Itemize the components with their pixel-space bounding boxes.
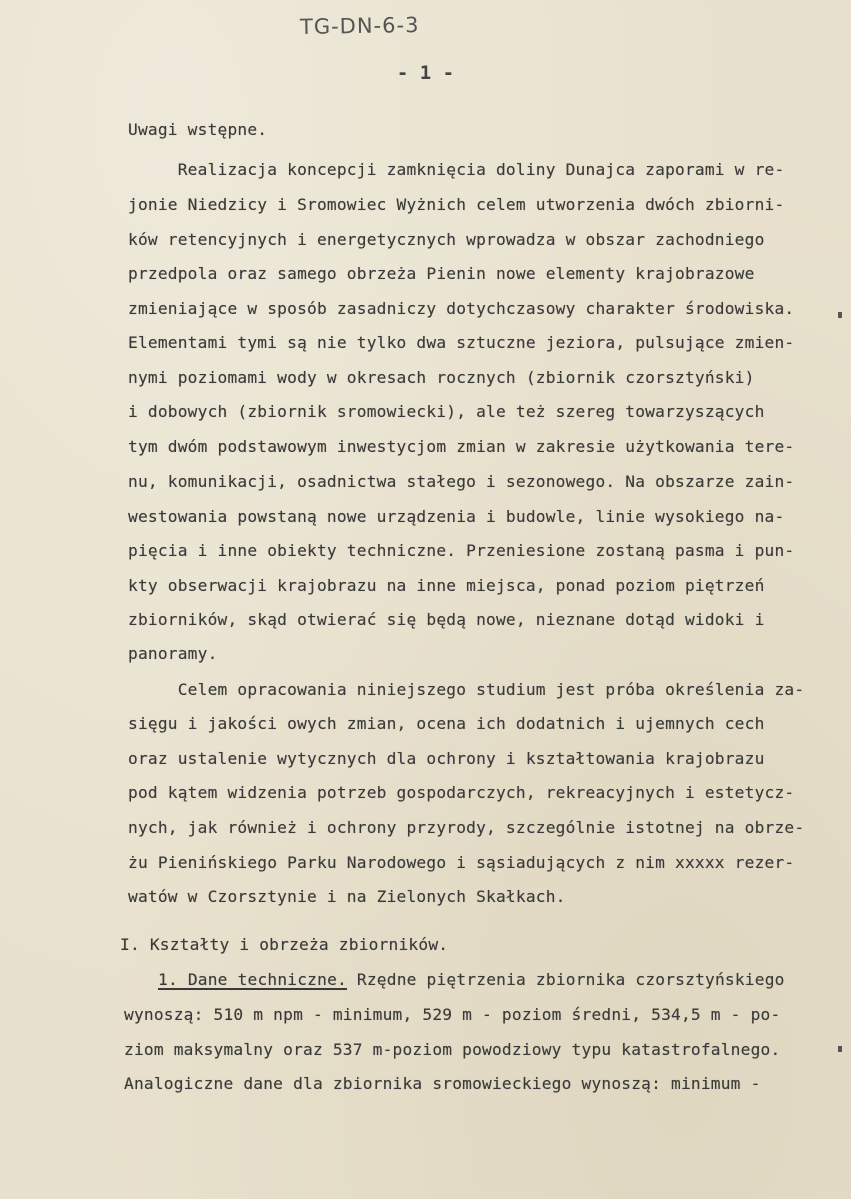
body-line: kty obserwacji krajobrazu na inne miejsca, ponad poziom piętrzeń [128,576,765,595]
body-line: Elementami tymi są nie tylko dwa sztuczne jeziora, pulsujące zmien- [128,333,795,352]
subsection-text: Rzędne piętrzenia zbiornika czorsztyńskiego [346,970,785,989]
body-line: nych, jak również i ochrony przyrody, szczególnie istotnej na obrze- [128,818,805,837]
body-line: wynoszą: 510 m npm - minimum, 529 m - poziom średni, 534,5 m - po- [124,1005,781,1024]
body-line: Celem opracowania niniejszego studium jest próba określenia za- [128,680,805,699]
body-line: Analogiczne dane dla zbiornika sromowieckiego wynoszą: minimum - [124,1074,761,1093]
body-line: jonie Niedzicy i Sromowiec Wyżnich celem utworzenia dwóch zbiorni- [128,195,785,214]
document-reference: TG-DN-6-3 [299,12,420,40]
body-line: westowania powstaną nowe urządzenia i budowle, linie wysokiego na- [128,507,785,526]
body-line: tym dwóm podstawowym inwestycjom zmian w zakresie użytkowania tere- [128,437,795,456]
body-line: Realizacja koncepcji zamknięcia doliny Dunajca zaporami w re- [128,160,785,179]
body-line: watów w Czorsztynie i na Zielonych Skałkach. [128,887,566,906]
section-heading: I. Kształty i obrzeża zbiorników. [120,935,449,954]
body-line: pięcia i inne obiekty techniczne. Przeniesione zostaną pasma i pun- [128,541,795,560]
subsection-first-line [128,970,785,990]
body-line: nu, komunikacji, osadnictwa stałego i sezonowego. Na obszarze zain- [128,472,795,491]
body-line: pod kątem widzenia potrzeb gospodarczych, rekreacyjnych i estetycz- [128,783,795,802]
body-line: zbiorników, skąd otwierać się będą nowe, nieznane dotąd widoki i [128,610,765,629]
subsection-label: 1. Dane techniczne. [158,970,347,989]
body-line: panoramy. [128,644,218,663]
edge-mark [838,312,842,318]
body-line: nymi poziomami wody w okresach rocznych (zbiornik czorsztyński) [128,368,755,387]
body-line: ziom maksymalny oraz 537 m-poziom powodziowy typu katastrofalnego. [124,1040,781,1059]
body-line: sięgu i jakości owych zmian, ocena ich dodatnich i ujemnych cech [128,714,765,733]
body-line: i dobowych (zbiornik sromowiecki), ale też szereg towarzyszących [128,402,765,421]
body-line: zmieniające w sposób zasadniczy dotychczasowy charakter środowiska. [128,299,795,318]
edge-mark [838,1046,842,1052]
body-line: przedpola oraz samego obrzeża Pienin nowe elementy krajobrazowe [128,264,755,283]
body-line: żu Pienińskiego Parku Narodowego i sąsiadujących z nim xxxxx rezer- [128,853,795,872]
body-line: oraz ustalenie wytycznych dla ochrony i kształtowania krajobrazu [128,749,765,768]
section-title: Uwagi wstępne. [128,120,268,139]
page-number: - 1 - [396,62,455,84]
body-line: ków retencyjnych i energetycznych wprowadza w obszar zachodniego [128,230,765,249]
